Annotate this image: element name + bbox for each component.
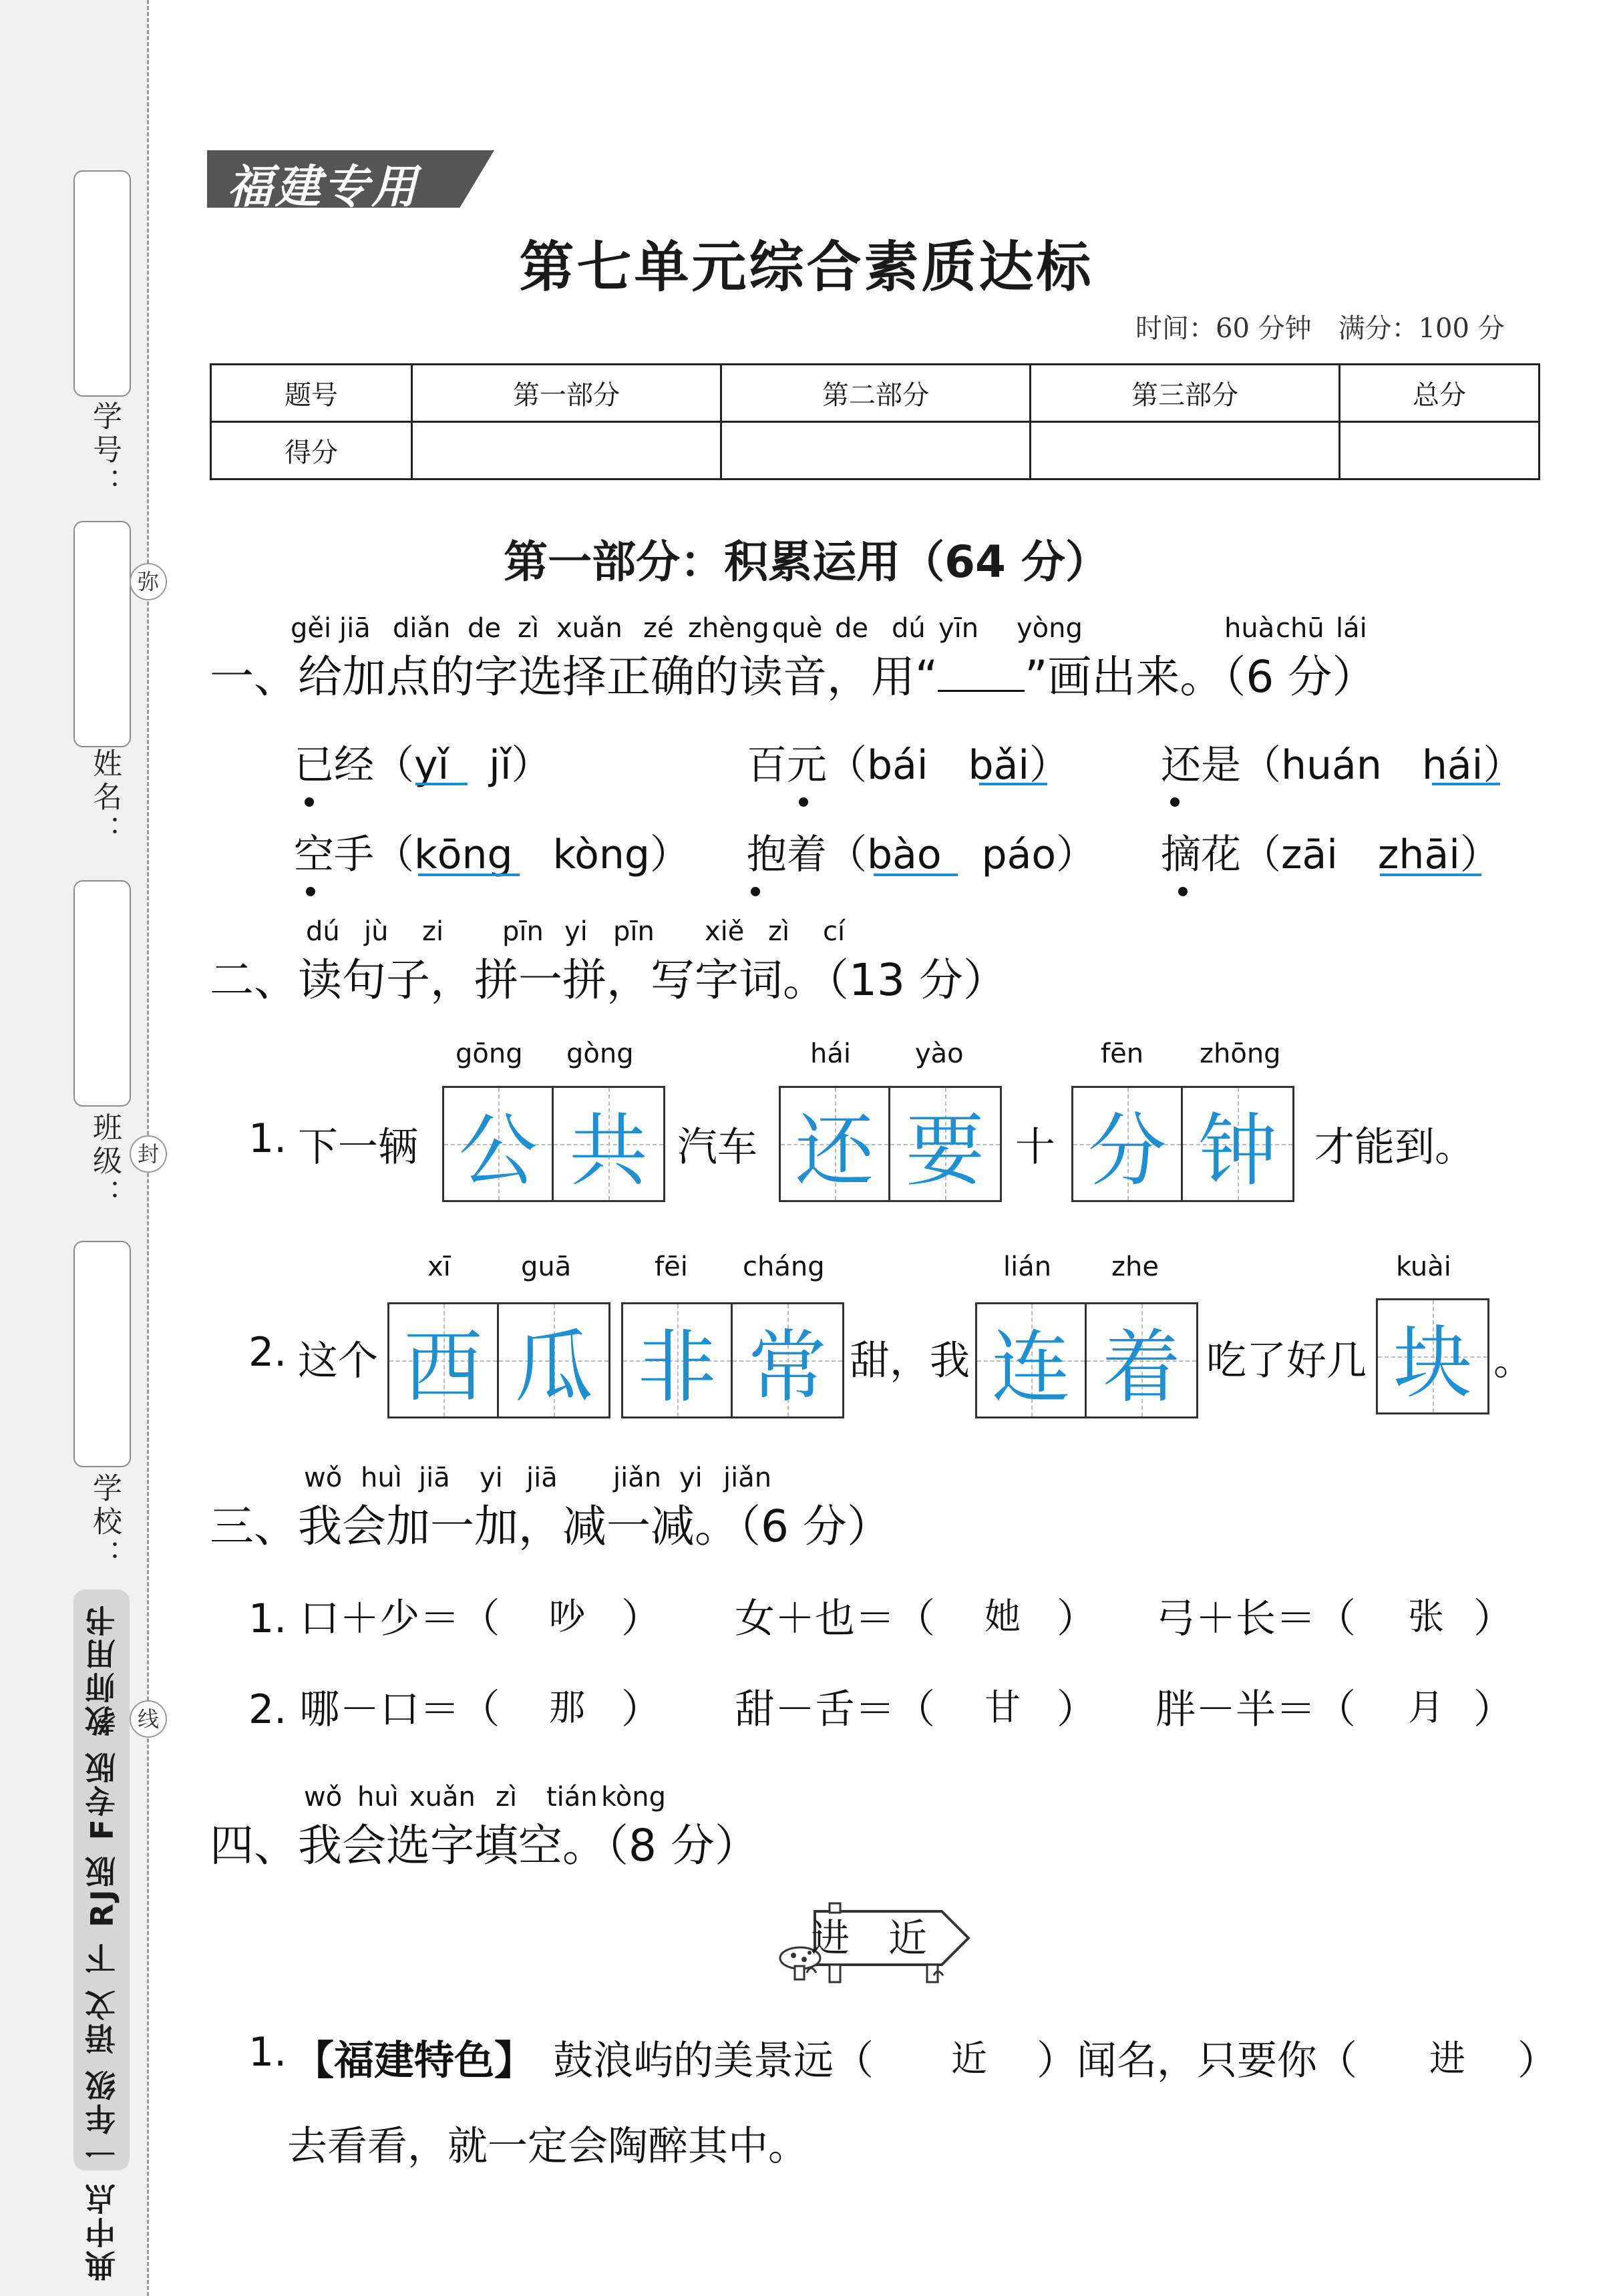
sentence-text: 去看看，就一定会陶醉其中。 <box>287 2123 808 2170</box>
box-pinyin: lián <box>1003 1252 1052 1282</box>
answer-underline <box>979 783 1047 785</box>
q2-title: 二、读句子，拼一拼，写字词。（13 分） <box>210 954 1007 1006</box>
pinyin-annotation: jiā <box>526 1463 558 1493</box>
sentence-number: 2. <box>248 1329 287 1376</box>
emphasis-dot <box>751 887 760 896</box>
q4-answer[interactable]: 进 <box>1429 2038 1465 2080</box>
class-box[interactable] <box>73 880 131 1107</box>
score-cell[interactable] <box>1031 422 1340 480</box>
answer-underline <box>415 783 468 785</box>
writing-cell[interactable]: 块 <box>1378 1300 1487 1412</box>
q4-title: 四、我会选字填空。（8 分） <box>210 1820 759 1871</box>
box-pinyin: xī <box>427 1252 451 1282</box>
q4-answer[interactable]: 近 <box>951 2038 987 2080</box>
pinyin-annotation: yòng <box>1017 613 1083 644</box>
q3-close: ） <box>1057 1686 1097 1733</box>
class-label: 班级： <box>87 1112 122 1212</box>
pinyin-annotation: jù <box>364 916 389 947</box>
sentence-text: ） <box>1517 2038 1558 2084</box>
box-pinyin: yào <box>915 1038 964 1069</box>
pinyin-annotation: kòng <box>601 1782 666 1812</box>
school-box[interactable] <box>73 1241 131 1467</box>
pinyin-annotation: pīn <box>502 916 544 947</box>
box-pinyin: fēi <box>655 1252 688 1282</box>
q1-item: 抱着（bào páo） <box>747 831 1097 878</box>
writing-cell[interactable]: 常 <box>733 1304 842 1416</box>
box-pinyin: zhōng <box>1200 1038 1281 1069</box>
writing-cell[interactable]: 瓜 <box>499 1304 608 1416</box>
score-cell[interactable] <box>412 422 721 480</box>
q3-title: 三、我会加一加，减一减。（6 分） <box>210 1501 891 1552</box>
answer-underline <box>1380 874 1481 876</box>
pinyin-annotation: xuǎn <box>409 1782 476 1812</box>
box-pinyin: fēn <box>1101 1038 1144 1069</box>
writing-cell[interactable]: 要 <box>890 1088 1000 1200</box>
writing-cell[interactable]: 共 <box>554 1088 663 1200</box>
sentence-text: 才能到。 <box>1314 1124 1475 1171</box>
q1-item: 空手（kōng kòng） <box>294 831 690 878</box>
writing-box[interactable] <box>1071 1086 1294 1202</box>
score-table-header-row <box>211 365 1540 422</box>
answer-underline <box>1432 783 1500 785</box>
q1-item: 摘花（zāi zhāi） <box>1161 831 1500 878</box>
score-header-cell: 第三部分 <box>1031 365 1340 422</box>
writing-box[interactable] <box>1376 1298 1489 1414</box>
q1-item: 还是（huán hái） <box>1161 742 1524 789</box>
q3-close: ） <box>621 1595 661 1642</box>
score-header-cell: 题号 <box>211 365 412 422</box>
emphasis-dot <box>306 887 315 896</box>
writing-box[interactable] <box>975 1302 1198 1418</box>
name-label: 姓名： <box>87 748 122 848</box>
q3-close: ） <box>1473 1595 1513 1642</box>
q3-answer[interactable]: 张 <box>1408 1595 1444 1638</box>
q1-title-after: ”画出来。（6 分） <box>1025 651 1377 703</box>
box-pinyin: cháng <box>743 1252 825 1282</box>
emphasis-dot <box>799 797 808 807</box>
writing-box[interactable] <box>442 1086 665 1202</box>
pinyin-annotation: huì <box>357 1782 399 1812</box>
seal-mark-mi: 弥 <box>130 563 167 600</box>
pinyin-annotation: zì <box>518 613 540 644</box>
pinyin-annotation: zì <box>768 916 790 947</box>
pinyin-annotation: yīn <box>938 613 979 644</box>
writing-cell[interactable]: 公 <box>444 1088 554 1200</box>
regional-tag: 【福建特色】 <box>294 2038 534 2084</box>
sentence-text: 吃了好几 <box>1206 1338 1367 1384</box>
q3-answer[interactable]: 月 <box>1408 1686 1444 1728</box>
box-pinyin: guā <box>521 1252 572 1282</box>
pinyin-annotation: zhèng <box>688 613 769 644</box>
pinyin-annotation: zì <box>496 1782 518 1812</box>
q3-answer[interactable]: 她 <box>984 1595 1021 1638</box>
region-banner-text: 福建专用 <box>227 161 420 214</box>
writing-cell[interactable]: 连 <box>977 1304 1087 1416</box>
writing-cell[interactable]: 着 <box>1087 1304 1196 1416</box>
answer-underline <box>874 874 958 876</box>
score-header-cell: 总分 <box>1340 365 1540 422</box>
q1-title-before: 一、给加点的字选择正确的读音，用“ <box>210 651 938 703</box>
sentence-text: 鼓浪屿的美景远（ <box>553 2038 874 2084</box>
score-cell[interactable] <box>1340 422 1540 480</box>
pinyin-annotation: dú <box>892 613 926 644</box>
q1-title <box>210 641 1376 705</box>
pinyin-annotation: yi <box>564 916 588 947</box>
score-table-row <box>211 422 1540 480</box>
page-title: 第七单元综合素质达标 <box>519 235 1094 299</box>
emphasis-dot <box>1170 797 1180 807</box>
writing-box[interactable] <box>779 1086 1002 1202</box>
pinyin-annotation: cí <box>823 916 846 947</box>
sentence-text: 。 <box>1493 1338 1534 1384</box>
sentence-text: 十 <box>1015 1124 1055 1171</box>
q3-close: ） <box>1057 1595 1097 1642</box>
seal-mark-xian: 线 <box>130 1700 167 1738</box>
sentence-text: ）闻名，只要你（ <box>1037 2038 1357 2084</box>
q3-expression: 甜－舌＝（ <box>735 1686 935 1733</box>
sentence-number: 1. <box>248 1115 287 1162</box>
q3-expression: 弓＋长＝（ <box>1155 1595 1356 1642</box>
emphasis-dot <box>1178 887 1188 896</box>
pinyin-annotation: huì <box>361 1463 402 1493</box>
q1-item: 已经（yǐ jǐ） <box>294 742 552 789</box>
q3-answer[interactable]: 甘 <box>984 1686 1021 1728</box>
pinyin-annotation: dú <box>306 916 340 947</box>
pinyin-annotation: de <box>835 613 868 644</box>
writing-cell[interactable]: 西 <box>389 1304 499 1416</box>
q3-expression: 女＋也＝（ <box>735 1595 935 1642</box>
pinyin-annotation: jiā <box>419 1463 450 1493</box>
sentence-number: 1. <box>248 2029 287 2076</box>
box-pinyin: gōng <box>456 1038 523 1069</box>
q3-answer[interactable]: 吵 <box>549 1595 585 1638</box>
pinyin-annotation: lái <box>1336 613 1367 644</box>
emphasis-dot <box>305 797 314 807</box>
box-pinyin: hái <box>810 1038 851 1069</box>
student-id-label: 学号： <box>87 401 122 501</box>
score-header-cell: 第一部分 <box>412 365 721 422</box>
seal-mark-feng: 封 <box>130 1135 167 1173</box>
section-title: 第一部分：积累运用（64 分） <box>504 536 1109 588</box>
q3-expression: 2. 哪－口＝（ <box>248 1686 500 1733</box>
signpost-text: 进 近 <box>811 1915 928 1961</box>
writing-cell[interactable]: 还 <box>781 1088 890 1200</box>
pinyin-annotation: jiǎn <box>613 1463 662 1493</box>
pinyin-annotation: de <box>468 613 501 644</box>
q1-underline-sample <box>938 656 1025 692</box>
box-pinyin: gòng <box>566 1038 634 1069</box>
pinyin-annotation: zi <box>422 916 444 947</box>
score-cell[interactable] <box>721 422 1031 480</box>
school-label: 学校： <box>87 1473 122 1573</box>
sentence-text: 这个 <box>298 1338 378 1384</box>
q3-expression: 1. 口＋少＝（ <box>248 1595 500 1642</box>
q3-close: ） <box>1473 1686 1513 1733</box>
sentence-text: 汽车 <box>677 1124 757 1171</box>
pinyin-annotation: chū <box>1276 613 1324 644</box>
score-header-cell: 第二部分 <box>721 365 1031 422</box>
pinyin-annotation: gěi <box>291 613 332 644</box>
q3-expression: 胖－半＝（ <box>1155 1686 1356 1733</box>
sentence-text: 下一辆 <box>298 1124 418 1171</box>
pinyin-annotation: wǒ <box>304 1463 343 1493</box>
q3-answer[interactable]: 那 <box>549 1686 585 1728</box>
pinyin-annotation: xuǎn <box>556 613 622 644</box>
pinyin-annotation: jiā <box>339 613 371 644</box>
writing-cell[interactable]: 钟 <box>1183 1088 1292 1200</box>
pinyin-annotation: jiǎn <box>723 1463 772 1493</box>
writing-box[interactable] <box>387 1302 610 1418</box>
pinyin-annotation: yi <box>480 1463 503 1493</box>
pinyin-annotation: diǎn <box>393 613 451 644</box>
box-pinyin: kuài <box>1396 1252 1451 1282</box>
writing-box[interactable] <box>621 1302 844 1418</box>
time-info: 时间：60 分钟 满分：100 分 <box>1135 313 1505 344</box>
q3-close: ） <box>621 1686 661 1733</box>
pinyin-annotation: wǒ <box>304 1782 343 1812</box>
score-row-label: 得分 <box>211 422 412 480</box>
pinyin-annotation: pīn <box>613 916 655 947</box>
writing-cell[interactable]: 分 <box>1073 1088 1183 1200</box>
writing-cell[interactable]: 非 <box>623 1304 733 1416</box>
pinyin-annotation: huà <box>1224 613 1275 644</box>
answer-underline <box>418 874 520 876</box>
q1-item: 百元（bái bǎi） <box>747 742 1070 789</box>
sentence-text: 甜，我 <box>850 1338 970 1384</box>
pinyin-annotation: què <box>772 613 823 644</box>
brand-text: 典中点 一年级 语文 下 RJ版 F专版 教师用书 <box>84 1603 120 2282</box>
pinyin-annotation: zé <box>643 613 674 644</box>
pinyin-annotation: tián <box>546 1782 598 1812</box>
pinyin-annotation: yi <box>679 1463 703 1493</box>
score-table <box>210 363 1540 480</box>
box-pinyin: zhe <box>1111 1252 1159 1282</box>
pinyin-annotation: xiě <box>705 916 745 947</box>
